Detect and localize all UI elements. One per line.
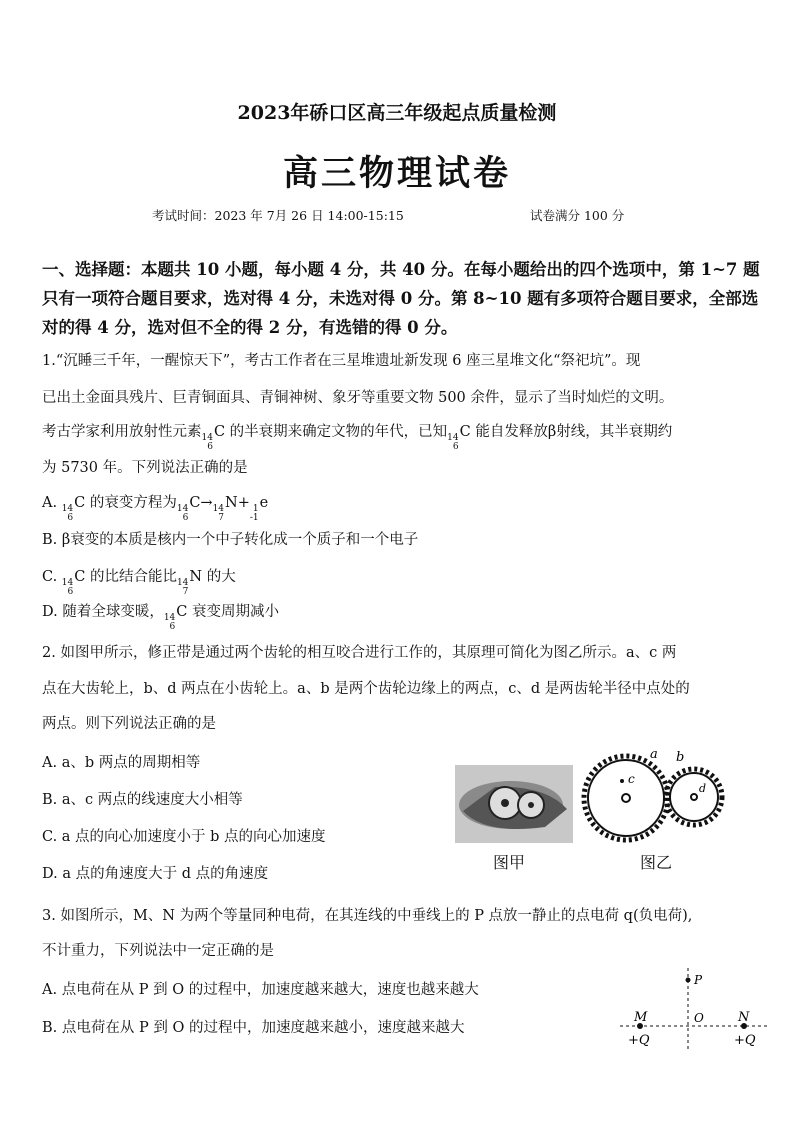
full-score: 试卷满分 100 分 xyxy=(530,208,625,223)
q2-line1: 2. 如图甲所示，修正带是通过两个齿轮的相互咬合进行工作的，其原理可简化为图乙所示。a、c 两 xyxy=(42,645,677,661)
q2-option-d: D. a 点的角速度大于 d 点的角速度 xyxy=(42,866,269,882)
q2-option-c: C. a 点的向心加速度小于 b 点的向心加速度 xyxy=(42,829,326,845)
exam-title: 高三物理试卷 xyxy=(282,153,511,194)
q3-option-a: A. 点电荷在从 P 到 O 的过程中，加速度越来越大，速度也越来越大 xyxy=(42,982,479,998)
point-a-label: a xyxy=(650,747,658,762)
section-instructions: 一、选择题：本题共 10 小题，每小题 4 分，共 40 分。在每小题给出的四个选项中，第 1~7 题只有一项符合题目要求，选对得 4 分，未选对得 0 分。第 8~10 题有多项符合题目要求，全部选对的得 4 分，选对但不全的得 2 分，有选错的得 0 分。 xyxy=(42,260,760,337)
figure-yi-label: 图乙 xyxy=(640,853,673,872)
point-c-label: c xyxy=(628,772,635,786)
q1-option-b: B. β衰变的本质是核内一个中子转化成一个质子和一个电子 xyxy=(42,532,419,548)
charge-n-value: +Q xyxy=(734,1033,756,1048)
isotope-c14: 14 6 xyxy=(447,433,459,452)
exam-time: 考试时间：2023 年 7月 26 日 14:00-15:15 xyxy=(152,208,404,223)
isotope-c14: 14 6 xyxy=(61,504,74,523)
isotope-c14: 14 6 xyxy=(163,613,176,632)
q1-line4: 为 5730 年。下列说法正确的是 xyxy=(42,460,248,476)
point-p-label: P xyxy=(694,973,703,987)
isotope-c14: 14 6 xyxy=(176,504,189,523)
q3-option-b: B. 点电荷在从 P 到 O 的过程中，加速度越来越小，速度越来越大 xyxy=(42,1020,465,1036)
charge-m-value: +Q xyxy=(628,1033,650,1048)
charge-n-label: N xyxy=(738,1010,750,1025)
isotope-n14: 14 7 xyxy=(176,578,189,597)
q1-line2: 已出土金面具残片、巨青铜面具、青铜神树、象牙等重要文物 500 余件，显示了当时灿烂的文明。 xyxy=(42,390,674,406)
isotope-c14: 14 6 xyxy=(61,578,74,597)
electron-symbol: 1 -1 xyxy=(249,504,259,523)
charge-m-label: M xyxy=(634,1010,648,1025)
figure-jia-label: 图甲 xyxy=(493,853,526,872)
point-b-label: b xyxy=(676,750,685,765)
q2-option-a: A. a、b 两点的周期相等 xyxy=(42,755,201,771)
isotope-c14: 14 6 xyxy=(201,433,213,452)
q2-line2: 点在大齿轮上，b、d 两点在小齿轮上。a、b 是两个齿轮边缘上的两点，c、d 是两齿轮半径中点处的 xyxy=(42,681,690,697)
q2-option-b: B. a、c 两点的线速度大小相等 xyxy=(42,792,243,808)
small-gear xyxy=(666,769,722,825)
big-gear xyxy=(584,756,668,840)
point-o-label: O xyxy=(694,1011,704,1025)
figure-jia-photo xyxy=(455,765,573,843)
q3-line2: 不计重力，下列说法中一定正确的是 xyxy=(42,943,274,959)
point-d-label: d xyxy=(699,782,707,795)
figure-charges xyxy=(610,960,780,1055)
q1-option-d: D. 随着全球变暖， 14 6 C 衰变周期减小 xyxy=(42,604,279,632)
q1-option-a: A. 14 6 C 的衰变方程为 14 6 C→ 14 7 N+ 1 -1 e xyxy=(42,495,269,523)
q1-line1: 1.“沉睡三千年，一醒惊天下”，考古工作者在三星堆遗址新发现 6 座三星堆文化“祭祀坑”。现 xyxy=(42,353,641,369)
isotope-n14: 14 7 xyxy=(212,504,225,523)
q1-line3: 考古学家利用放射性元素 14 6 C 的半衰期来确定文物的年代，已知 14 6 C 能自发释放β射线，其半衰期约 xyxy=(42,424,673,452)
q2-line3: 两点。则下列说法正确的是 xyxy=(42,716,216,732)
exam-subtitle: 2023年硚口区高三年级起点质量检测 xyxy=(237,102,557,124)
q1-option-c: C. 14 6 C 的比结合能比 14 7 N 的大 xyxy=(42,569,236,597)
q3-line1: 3. 如图所示，M、N 为两个等量同种电荷，在其连线的中垂线上的 P 点放一静止的点电荷 q(负电荷), xyxy=(42,908,693,924)
figure-yi-gears xyxy=(578,745,728,845)
